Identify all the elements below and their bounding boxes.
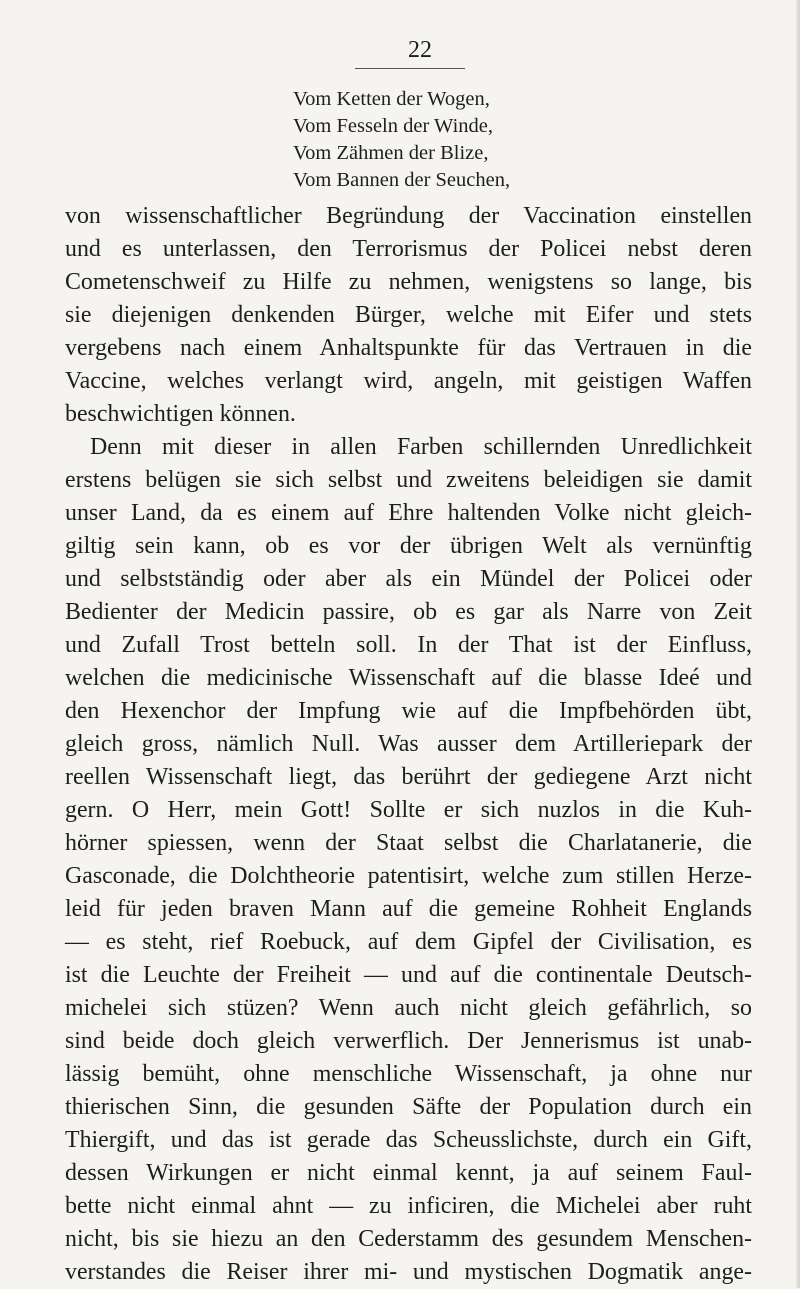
text-line: nicht, bis sie hiezu an den Cederstamm des gesundem Menschen-	[65, 1226, 752, 1252]
text-line: unser Land, da es einem auf Ehre haltenden Volke nicht gleich-	[65, 500, 752, 526]
text-line: den Hexenchor der Impfung wie auf die Impfbehörden übt,	[65, 698, 752, 724]
text-line: sie diejenigen denkenden Bürger, welche mit Eifer und stets	[65, 302, 752, 328]
verse-block	[293, 86, 510, 194]
text-line: verstandes die Reiser ihrer mi- und mystischen Dogmatik ange-	[65, 1259, 752, 1285]
text-line: von wissenschaftlicher Begründung der Vaccination einstellen	[65, 203, 752, 229]
text-line: hörner spiessen, wenn der Staat selbst die Charlatanerie, die	[65, 830, 752, 856]
text-line: vergebens nach einem Anhaltspunkte für das Vertrauen in die	[65, 335, 752, 361]
text-line: Thiergift, und das ist gerade das Scheusslichste, durch ein Gift,	[65, 1127, 752, 1153]
text-line: gern. O Herr, mein Gott! Sollte er sich nuzlos in die Kuh-	[65, 797, 752, 823]
text-line: Gasconade, die Dolchtheorie patentisirt, welche zum stillen Herze-	[65, 863, 752, 889]
text-line: Denn mit dieser in allen Farben schillernden Unredlichkeit	[90, 434, 752, 460]
page-number: 22	[408, 37, 432, 63]
text-line: leid für jeden braven Mann auf die gemeine Rohheit Englands	[65, 896, 752, 922]
page-edge	[796, 0, 800, 1288]
text-line: ist die Leuchte der Freiheit — und auf die continentale Deutsch-	[65, 962, 752, 988]
text-line: erstens belügen sie sich selbst und zweitens beleidigen sie damit	[65, 467, 752, 493]
text-line: Vaccine, welches verlangt wird, angeln, mit geistigen Waffen	[65, 368, 752, 394]
verse-line: Vom Fesseln der Winde,	[293, 115, 493, 137]
text-line: sind beide doch gleich verwerflich. Der Jennerismus ist unab-	[65, 1028, 752, 1054]
text-line: und Zufall Trost betteln soll. In der That ist der Einfluss,	[65, 632, 752, 658]
text-line: thierischen Sinn, die gesunden Säfte der Population durch ein	[65, 1094, 752, 1120]
verse-line: Vom Ketten der Wogen,	[293, 88, 490, 110]
text-line: giltig sein kann, ob es vor der übrigen Welt als vernünftig	[65, 533, 752, 559]
text-line: und es unterlassen, den Terrorismus der Policei nebst deren	[65, 236, 752, 262]
text-line: reellen Wissenschaft liegt, das berührt der gediegene Arzt nicht	[65, 764, 752, 790]
text-line: dessen Wirkungen er nicht einmal kennt, ja auf seinem Faul-	[65, 1160, 752, 1186]
text-line: michelei sich stüzen? Wenn auch nicht gleich gefährlich, so	[65, 995, 752, 1021]
body-text	[65, 200, 752, 1289]
text-line: Bedienter der Medicin passire, ob es gar als Narre von Zeit	[65, 599, 752, 625]
text-line: lässig bemüht, ohne menschliche Wissenschaft, ja ohne nur	[65, 1061, 752, 1087]
text-line: beschwichtigen können.	[65, 401, 296, 427]
verse-line: Vom Zähmen der Blize,	[293, 142, 489, 164]
text-line: bette nicht einmal ahnt — zu inficiren, die Michelei aber ruht	[65, 1193, 752, 1219]
text-line: und selbstständig oder aber als ein Mündel der Policei oder	[65, 566, 752, 592]
text-line: Cometenschweif zu Hilfe zu nehmen, wenigstens so lange, bis	[65, 269, 752, 295]
verse-line: Vom Bannen der Seuchen,	[293, 169, 511, 191]
text-line: welchen die medicinische Wissenschaft auf die blasse Ideé und	[65, 665, 752, 691]
text-line: — es steht, rief Roebuck, auf dem Gipfel der Civilisation, es	[65, 929, 752, 955]
page-number-rule	[355, 68, 465, 69]
text-line: gleich gross, nämlich Null. Was ausser dem Artilleriepark der	[65, 731, 752, 757]
